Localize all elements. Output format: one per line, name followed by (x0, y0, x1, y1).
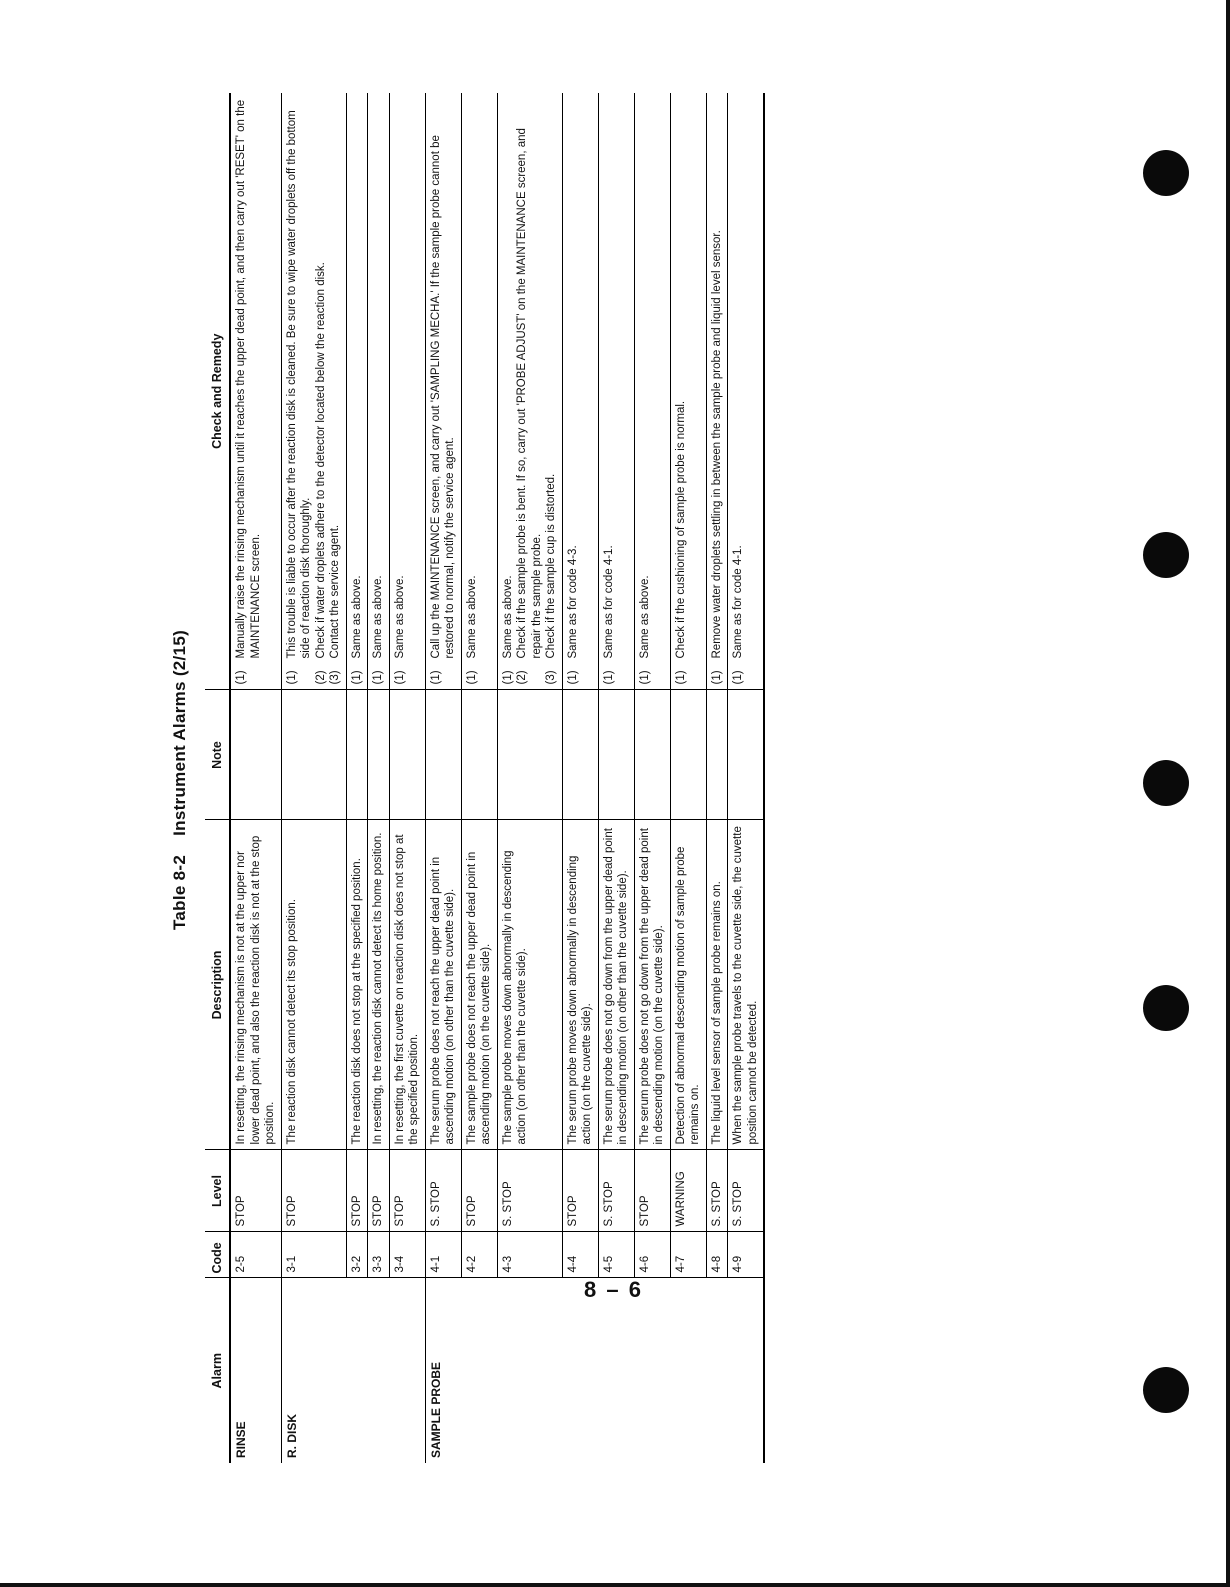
description-cell: When the sample probe travels to the cuvette side, the cuvette position cannot be detected. (728, 820, 765, 1150)
remedy-text: Same as above. (465, 575, 478, 659)
code-cell: 4-6 (634, 1232, 670, 1278)
header-alarm: Alarm (205, 1278, 230, 1463)
remedy-text: Same as above. (393, 575, 406, 659)
header-level: Level (205, 1150, 230, 1232)
code-cell: 4-7 (670, 1232, 706, 1278)
level-cell: STOP (281, 1150, 346, 1232)
remedy-text: Check if the sample cup is distorted. (545, 473, 557, 659)
description-cell: The serum probe moves down abnormally in descending action (on the cuvette side). (562, 820, 598, 1150)
binder-hole (1143, 985, 1189, 1031)
level-cell: STOP (461, 1150, 497, 1232)
header-remedy: Check and Remedy (205, 93, 230, 690)
description-cell: The sample probe does not reach the upper dead point in ascending motion (on the cuvette side). (461, 820, 497, 1150)
remedy-cell (706, 93, 728, 690)
remedy-cell (389, 93, 425, 690)
note-cell (562, 690, 598, 820)
remedy-item (350, 98, 365, 685)
remedy-text: This trouble is liable to occur after the reaction disk is cleaned. Be sure to wipe water droplets off the bottom side of reaction disk thoroughly. (285, 110, 312, 659)
remedy-item (501, 98, 516, 685)
remedy-text: Same as for code 4-1. (732, 545, 744, 659)
description-cell: The liquid level sensor of sample probe remains on. (706, 820, 728, 1150)
code-cell: 3-4 (389, 1232, 425, 1278)
table-number: Table 8-2 (170, 854, 189, 931)
code-cell: 4-8 (706, 1232, 728, 1278)
note-cell (706, 690, 728, 820)
alarm-cell (706, 1278, 728, 1463)
alarm-cell (634, 1278, 670, 1463)
binder-hole (1143, 760, 1189, 806)
remedy-item (328, 98, 343, 685)
description-cell: The reaction disk cannot detect its stop position. (281, 820, 346, 1150)
code-cell: 3-1 (281, 1232, 346, 1278)
remedy-number: (1) (350, 670, 363, 685)
header-note: Note (205, 690, 230, 820)
remedy-item (731, 98, 746, 685)
level-cell: S. STOP (728, 1150, 765, 1232)
remedy-item (314, 98, 329, 685)
code-cell: 4-4 (562, 1232, 598, 1278)
remedy-text: Check if water droplets adhere to the detector located below the reaction disk. (314, 262, 327, 659)
binder-hole (1143, 532, 1189, 578)
remedy-text: Contact the service agent. (329, 524, 341, 659)
table-body (230, 93, 764, 1463)
remedy-cell (598, 93, 634, 690)
description-cell: Detection of abnormal descending motion of sample probe remains on. (670, 820, 706, 1150)
alarm-cell: SAMPLE PROBE (425, 1278, 461, 1463)
alarm-cell (389, 1278, 425, 1463)
table-row (230, 93, 281, 1463)
code-cell: 2-5 (230, 1232, 281, 1278)
note-cell (461, 690, 497, 820)
remedy-number: (3) (329, 670, 341, 685)
note-cell (389, 690, 425, 820)
header-code: Code (205, 1232, 230, 1278)
description-cell: In resetting, the rinsing mechanism is not at the upper nor lower dead point, and also the reaction disk is not at the stop position. (230, 820, 281, 1150)
description-cell: The reaction disk does not stop at the specified position. (346, 820, 368, 1150)
table-row (425, 93, 461, 1463)
binder-hole (1143, 150, 1189, 196)
table-caption: Instrument Alarms (2/15) (170, 629, 189, 836)
remedy-text: Manually raise the rinsing mechanism until it reaches the upper dead point, and then carry out 'RESET' on the MAINTENANCE screen. (235, 99, 262, 659)
alarm-cell (346, 1278, 368, 1463)
remedy-item (393, 98, 408, 685)
remedy-cell (461, 93, 497, 690)
description-cell: In resetting, the reaction disk cannot detect its home position. (368, 820, 390, 1150)
remedy-text: Same as above. (372, 575, 384, 659)
header-description: Description (205, 820, 230, 1150)
remedy-cell (670, 93, 706, 690)
remedy-cell (425, 93, 461, 690)
code-cell: 4-1 (425, 1232, 461, 1278)
remedy-number: (1) (732, 670, 744, 685)
remedy-text: Remove water droplets settling in between the sample probe and liquid level sensor. (710, 230, 723, 659)
remedy-cell (281, 93, 346, 690)
table-row (497, 93, 562, 1463)
description-cell: The sample probe moves down abnormally in descending action (on other than the cuvette side). (497, 820, 562, 1150)
code-cell: 4-2 (461, 1232, 497, 1278)
table-row (368, 93, 390, 1463)
code-cell: 4-9 (728, 1232, 765, 1278)
remedy-item (544, 98, 559, 685)
remedy-item (371, 98, 386, 685)
note-cell (634, 690, 670, 820)
table-row (562, 93, 598, 1463)
table-row (598, 93, 634, 1463)
remedy-item (674, 98, 689, 685)
remedy-text: Check if the cushioning of sample probe is normal. (674, 400, 687, 659)
description-cell: The serum probe does not go down from the upper dead point in descending motion (on other than the cuvette side). (598, 820, 634, 1150)
remedy-item (429, 98, 458, 685)
remedy-cell (497, 93, 562, 690)
remedy-cell (368, 93, 390, 690)
note-cell (346, 690, 368, 820)
remedy-text: Check if the sample probe is bent. If so, carry out 'PROBE ADJUST' on the MAINTENANCE screen, and repair the sample probe. (516, 128, 543, 659)
remedy-number: (1) (372, 670, 384, 685)
remedy-cell (346, 93, 368, 690)
remedy-item (515, 98, 544, 685)
level-cell: S. STOP (497, 1150, 562, 1232)
remedy-number: (2) (516, 670, 528, 685)
remedy-number: (1) (429, 670, 442, 685)
scan-edge (1226, 0, 1230, 1587)
remedy-number: (1) (674, 670, 687, 685)
remedy-number: (1) (465, 670, 478, 685)
level-cell: STOP (368, 1150, 390, 1232)
code-cell: 4-3 (497, 1232, 562, 1278)
alarm-cell (562, 1278, 598, 1463)
remedy-item (285, 98, 314, 685)
table-row (461, 93, 497, 1463)
level-cell: STOP (634, 1150, 670, 1232)
table-row (706, 93, 728, 1463)
code-cell: 3-3 (368, 1232, 390, 1278)
remedy-item (638, 98, 653, 685)
alarm-cell (461, 1278, 497, 1463)
remedy-number: (1) (285, 670, 298, 685)
remedy-text: Same as for code 4-1. (602, 545, 615, 659)
table-row (281, 93, 346, 1463)
level-cell: S. STOP (598, 1150, 634, 1232)
table-row (389, 93, 425, 1463)
alarm-cell (497, 1278, 562, 1463)
alarm-cell (598, 1278, 634, 1463)
level-cell: STOP (389, 1150, 425, 1232)
remedy-item (602, 98, 617, 685)
remedy-text: Same as above. (350, 575, 363, 659)
alarm-cell (670, 1278, 706, 1463)
remedy-cell (230, 93, 281, 690)
alarm-cell: RINSE (230, 1278, 281, 1463)
scan-edge (0, 1583, 1230, 1587)
table-title (170, 85, 190, 1475)
code-cell: 3-2 (346, 1232, 368, 1278)
alarms-table (205, 93, 765, 1463)
remedy-text: Same as above. (501, 575, 514, 659)
note-cell (368, 690, 390, 820)
level-cell: STOP (346, 1150, 368, 1232)
remedy-item (566, 98, 581, 685)
table-row (634, 93, 670, 1463)
description-cell: The serum probe does not go down from the upper dead point in descending motion (on the cuvette side). (634, 820, 670, 1150)
table-row (670, 93, 706, 1463)
description-cell: The serum probe does not reach the upper dead point in ascending motion (on other than the cuvette side). (425, 820, 461, 1150)
header-row (205, 93, 230, 1463)
remedy-item (465, 98, 480, 685)
remedy-number: (1) (501, 670, 514, 685)
remedy-number: (1) (235, 670, 247, 685)
table-row (728, 93, 765, 1463)
remedy-number: (1) (602, 670, 615, 685)
remedy-item (234, 98, 263, 685)
note-cell (281, 690, 346, 820)
note-cell (425, 690, 461, 820)
note-cell (670, 690, 706, 820)
binder-hole (1143, 1367, 1189, 1413)
code-cell: 4-5 (598, 1232, 634, 1278)
remedy-text: Call up the MAINTENANCE screen, and carry out 'SAMPLING MECHA.' If the sample probe cannot be restored to normal, notify the service agent. (429, 135, 456, 659)
remedy-item (710, 98, 725, 685)
page-number: 8 – 6 (584, 1277, 643, 1302)
remedy-number: (1) (393, 670, 406, 685)
remedy-number: (3) (545, 670, 557, 685)
rotated-page (170, 85, 1040, 1475)
table-row (346, 93, 368, 1463)
remedy-number: (2) (314, 670, 327, 685)
level-cell: STOP (562, 1150, 598, 1232)
alarm-cell (728, 1278, 765, 1463)
level-cell: S. STOP (425, 1150, 461, 1232)
level-cell: WARNING (670, 1150, 706, 1232)
note-cell (497, 690, 562, 820)
description-cell: In resetting, the first cuvette on reaction disk does not stop at the specified position. (389, 820, 425, 1150)
remedy-cell (728, 93, 765, 690)
remedy-cell (634, 93, 670, 690)
note-cell (230, 690, 281, 820)
remedy-number: (1) (638, 670, 651, 685)
level-cell: S. STOP (706, 1150, 728, 1232)
alarm-cell (368, 1278, 390, 1463)
alarm-cell: R. DISK (281, 1278, 346, 1463)
remedy-number: (1) (566, 670, 579, 685)
remedy-cell (562, 93, 598, 690)
level-cell: STOP (230, 1150, 281, 1232)
remedy-number: (1) (710, 670, 723, 685)
remedy-text: Same as above. (638, 575, 651, 659)
note-cell (598, 690, 634, 820)
remedy-text: Same as for code 4-3. (566, 545, 579, 659)
note-cell (728, 690, 765, 820)
